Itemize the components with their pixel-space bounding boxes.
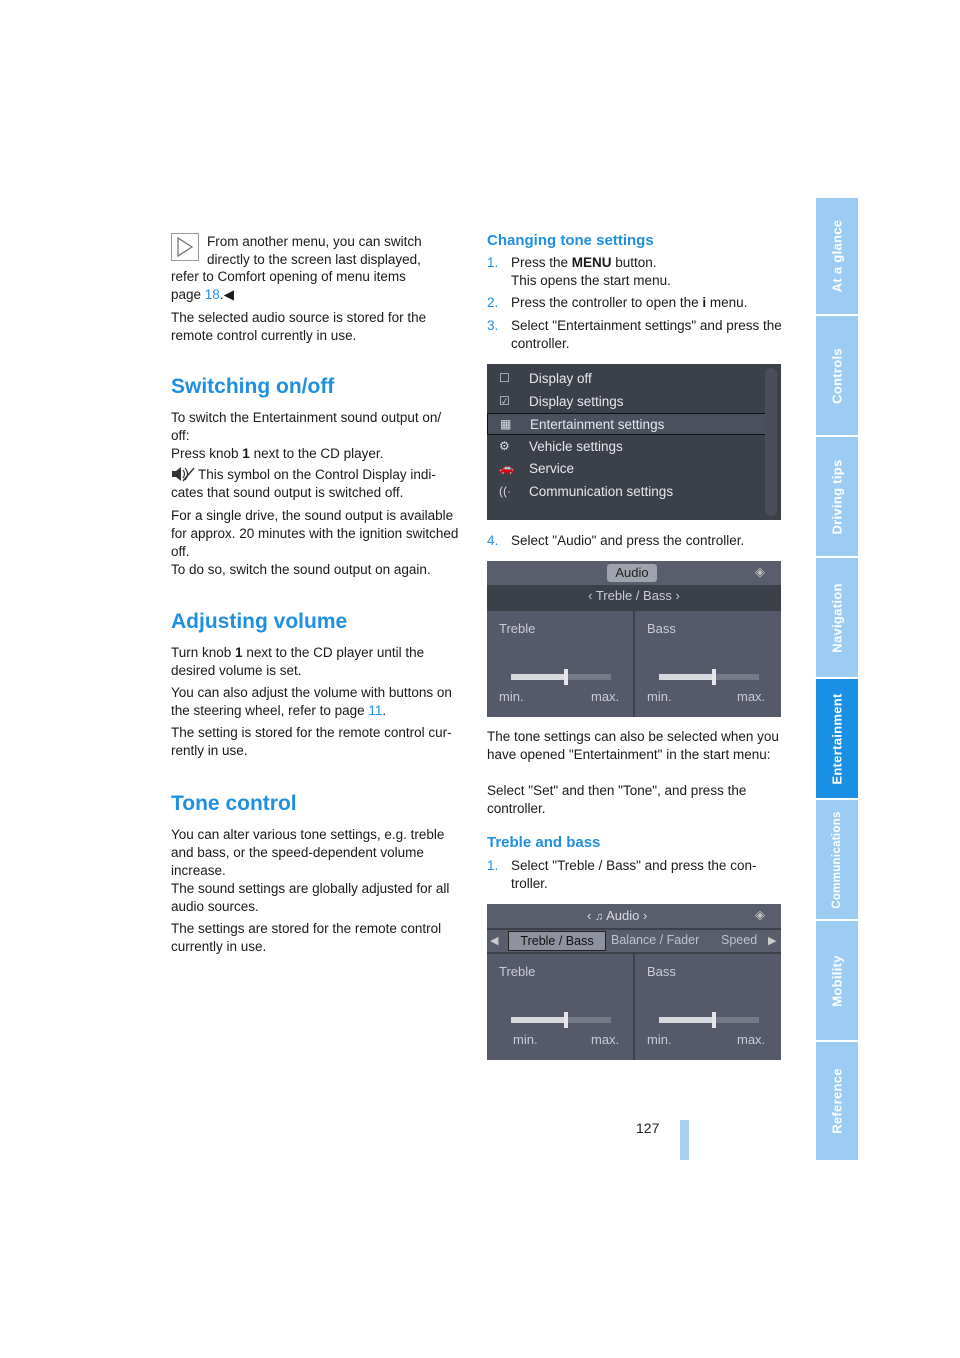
menu-button-label: MENU — [571, 255, 612, 270]
tab-balance-fader[interactable]: Balance / Fader — [611, 933, 700, 947]
menu-screenshot — [487, 364, 781, 520]
title-row: ‹ ♫ Audio › — [587, 908, 648, 923]
heading-volume: Adjusting volume — [171, 610, 348, 633]
subtitle-row: ‹ Treble / Bass › — [588, 588, 680, 603]
menu-item-label: Service — [529, 461, 575, 476]
tone-p1: You can alter various tone settings, e.g. treble and bass, or the speed-dependent volume increase. — [171, 827, 445, 878]
menu-item-label: Display off — [529, 371, 592, 386]
step-4 — [487, 532, 782, 550]
tone-p3: The settings are stored for the remote control currently in use. — [171, 921, 442, 954]
step-text: Select "Audio" and press the controller. — [511, 533, 745, 548]
scrollbar — [765, 368, 777, 516]
menu-item[interactable] — [487, 481, 767, 503]
note-line-1: From another menu, you can switch — [207, 234, 422, 249]
text: Turn knob — [171, 645, 236, 660]
treble-knob[interactable] — [564, 669, 568, 685]
heading-changing: Changing tone settings — [487, 232, 654, 249]
treble-fill — [511, 674, 566, 680]
chapter-tab-label: At a glance — [829, 219, 845, 293]
step-3 — [487, 317, 782, 353]
treble-min: min. — [513, 1032, 538, 1047]
menu-item-label: Vehicle settings — [529, 438, 623, 454]
chapter-tab-label: Entertainment — [829, 692, 845, 785]
info-icon: i — [702, 295, 707, 310]
chapter-tab-label: Communications — [831, 810, 843, 909]
menu-item-label: Display settings — [529, 393, 624, 409]
switch-p3: For a single drive, the sound output is available for approx. 20 minutes with the ignition switched off. — [171, 508, 459, 559]
treble-label: Treble — [499, 964, 536, 979]
chapter-tab-mobility[interactable] — [816, 921, 858, 1040]
heading-switching: Switching on/off — [171, 375, 335, 398]
menu-item[interactable] — [487, 458, 767, 480]
text: Press the controller to open the — [511, 295, 703, 310]
sound-off-icon — [171, 466, 195, 482]
step-2 — [487, 294, 782, 312]
knob-number: 1 — [235, 645, 243, 660]
switch-p1-c — [171, 445, 383, 463]
bass-knob[interactable] — [712, 1012, 716, 1028]
tab-speed[interactable]: Speed — [721, 933, 758, 947]
alt-paragraph: The tone settings can also be selected when you have opened "Entertainment" in the start menu: — [487, 729, 779, 762]
bass-slider[interactable] — [659, 1017, 759, 1023]
switch-p2-b: cates that sound output is switched off. — [171, 485, 404, 500]
page-marker-bar — [680, 1120, 689, 1160]
chapter-tab-entertainment[interactable] — [816, 679, 858, 798]
tab-left-arrow[interactable]: ◀ — [490, 935, 499, 947]
page-number: 127 — [636, 1120, 660, 1136]
bass-max: max. — [737, 1032, 766, 1047]
treble-min: min. — [499, 689, 524, 704]
knob-number: 1 — [242, 446, 250, 461]
chapter-tab-navigation[interactable] — [816, 558, 858, 677]
menu-item-label: Communication settings — [529, 483, 674, 499]
text: Press knob — [171, 446, 243, 461]
step-number: 2. — [487, 295, 499, 310]
bass-slider[interactable] — [659, 674, 759, 680]
menu-item-label: Entertainment settings — [530, 417, 665, 432]
menu-item-icon: ((· — [499, 483, 511, 498]
text: You can also adjust the volume with buttons on the steering wheel, refer to page — [171, 685, 452, 718]
bass-fill — [659, 674, 714, 680]
step-number: 3. — [487, 318, 499, 333]
note-line-3: refer to Comfort opening of menu items — [171, 269, 406, 284]
step-number: 1. — [487, 858, 499, 873]
heading-tone: Tone control — [171, 792, 297, 815]
menu-item-icon: ☐ — [499, 371, 510, 385]
stored-source-paragraph: The selected audio source is stored for the remote control currently in use. — [171, 310, 427, 343]
tone-p2: The sound settings are globally adjusted for all audio sources. — [171, 881, 450, 914]
bass-max: max. — [737, 689, 766, 704]
bass-fill — [659, 1017, 714, 1023]
end-mark: .◀ — [219, 287, 234, 302]
menu-item-icon: ⚙ — [499, 438, 510, 453]
chapter-tab-label: Navigation — [829, 582, 845, 653]
note-page-text: page — [171, 287, 205, 302]
switch-p4: To do so, switch the sound output on again. — [171, 562, 431, 577]
audio-title: Audio — [606, 908, 640, 923]
treble-max: max. — [591, 689, 620, 704]
step-number: 4. — [487, 533, 499, 548]
chapter-tab-communications[interactable] — [816, 800, 858, 919]
chapter-tab-controls[interactable] — [816, 316, 858, 435]
bass-label: Bass — [647, 621, 676, 636]
bass-knob[interactable] — [712, 669, 716, 685]
chapter-tab-at-a-glance[interactable] — [816, 198, 858, 314]
settings-icon[interactable]: ◈ — [755, 907, 765, 922]
switch-p1-b: off: — [171, 428, 190, 443]
text: next to the CD player. — [249, 446, 384, 461]
treble-knob[interactable] — [564, 1012, 568, 1028]
chapter-tab-label: Driving tips — [829, 458, 845, 535]
tab-right-arrow[interactable]: ▶ — [768, 935, 777, 947]
treble-bass-screenshot — [487, 904, 781, 1060]
chapter-tab-label: Reference — [829, 1068, 845, 1134]
chapter-tab-reference[interactable] — [816, 1042, 858, 1160]
audio-icon: ♫ — [594, 911, 604, 923]
text: button. — [611, 255, 657, 270]
text: menu. — [706, 295, 748, 310]
step-text: Select "Entertainment settings" and press the controller. — [511, 318, 782, 351]
treble-step-1 — [487, 857, 782, 893]
subtitle: Treble / Bass — [595, 588, 672, 603]
step-1 — [487, 254, 782, 290]
bass-min: min. — [647, 1032, 672, 1047]
chapter-tab-driving-tips[interactable] — [816, 437, 858, 556]
volume-p3: The setting is stored for the remote control cur-rently in use. — [171, 725, 452, 758]
heading-treble-bass: Treble and bass — [487, 834, 601, 851]
volume-p2 — [171, 684, 466, 720]
note-icon — [171, 233, 199, 261]
treble-slider[interactable] — [511, 674, 611, 680]
treble-slider[interactable] — [511, 1017, 611, 1023]
audio-title: Audio — [607, 564, 657, 582]
menu-item[interactable] — [487, 368, 767, 390]
menu-item-icon: ▦ — [500, 417, 512, 431]
chapter-tab-label: Mobility — [829, 954, 845, 1007]
volume-p1 — [171, 644, 461, 680]
step-number: 1. — [487, 255, 499, 270]
treble-fill — [511, 1017, 566, 1023]
chapter-tab-label: Controls — [829, 347, 845, 404]
text: Press the — [511, 255, 572, 270]
tab-treble-bass[interactable]: Treble / Bass — [508, 931, 606, 951]
menu-item[interactable] — [487, 436, 767, 458]
page-link-18[interactable]: 18 — [204, 287, 220, 302]
bass-label: Bass — [647, 964, 676, 979]
note-line-2: directly to the screen last displayed, — [207, 252, 421, 267]
audio-screenshot — [487, 561, 781, 717]
treble-max: max. — [591, 1032, 620, 1047]
menu-item-icon: 🚗 — [499, 461, 514, 475]
note-line-4 — [171, 286, 234, 304]
menu-item[interactable] — [487, 413, 767, 435]
treble-label: Treble — [499, 621, 536, 636]
page-link-11[interactable]: 11 — [368, 703, 383, 718]
switch-p1-a: To switch the Entertainment sound output on/ — [171, 410, 442, 425]
text: . — [382, 703, 387, 718]
settings-icon[interactable]: ◈ — [755, 564, 765, 579]
switch-p2-a: This symbol on the Control Display indi- — [198, 467, 436, 482]
menu-item[interactable] — [487, 391, 767, 413]
text: This opens the start menu. — [511, 273, 671, 288]
bass-min: min. — [647, 689, 672, 704]
menu-item-icon: ☑ — [499, 393, 510, 408]
step-text: Select "Treble / Bass" and press the con-troller. — [511, 858, 757, 891]
alt-paragraph-2: Select "Set" and then "Tone", and press the controller. — [487, 783, 747, 816]
text: next to the CD player until the desired volume is set. — [171, 645, 425, 678]
